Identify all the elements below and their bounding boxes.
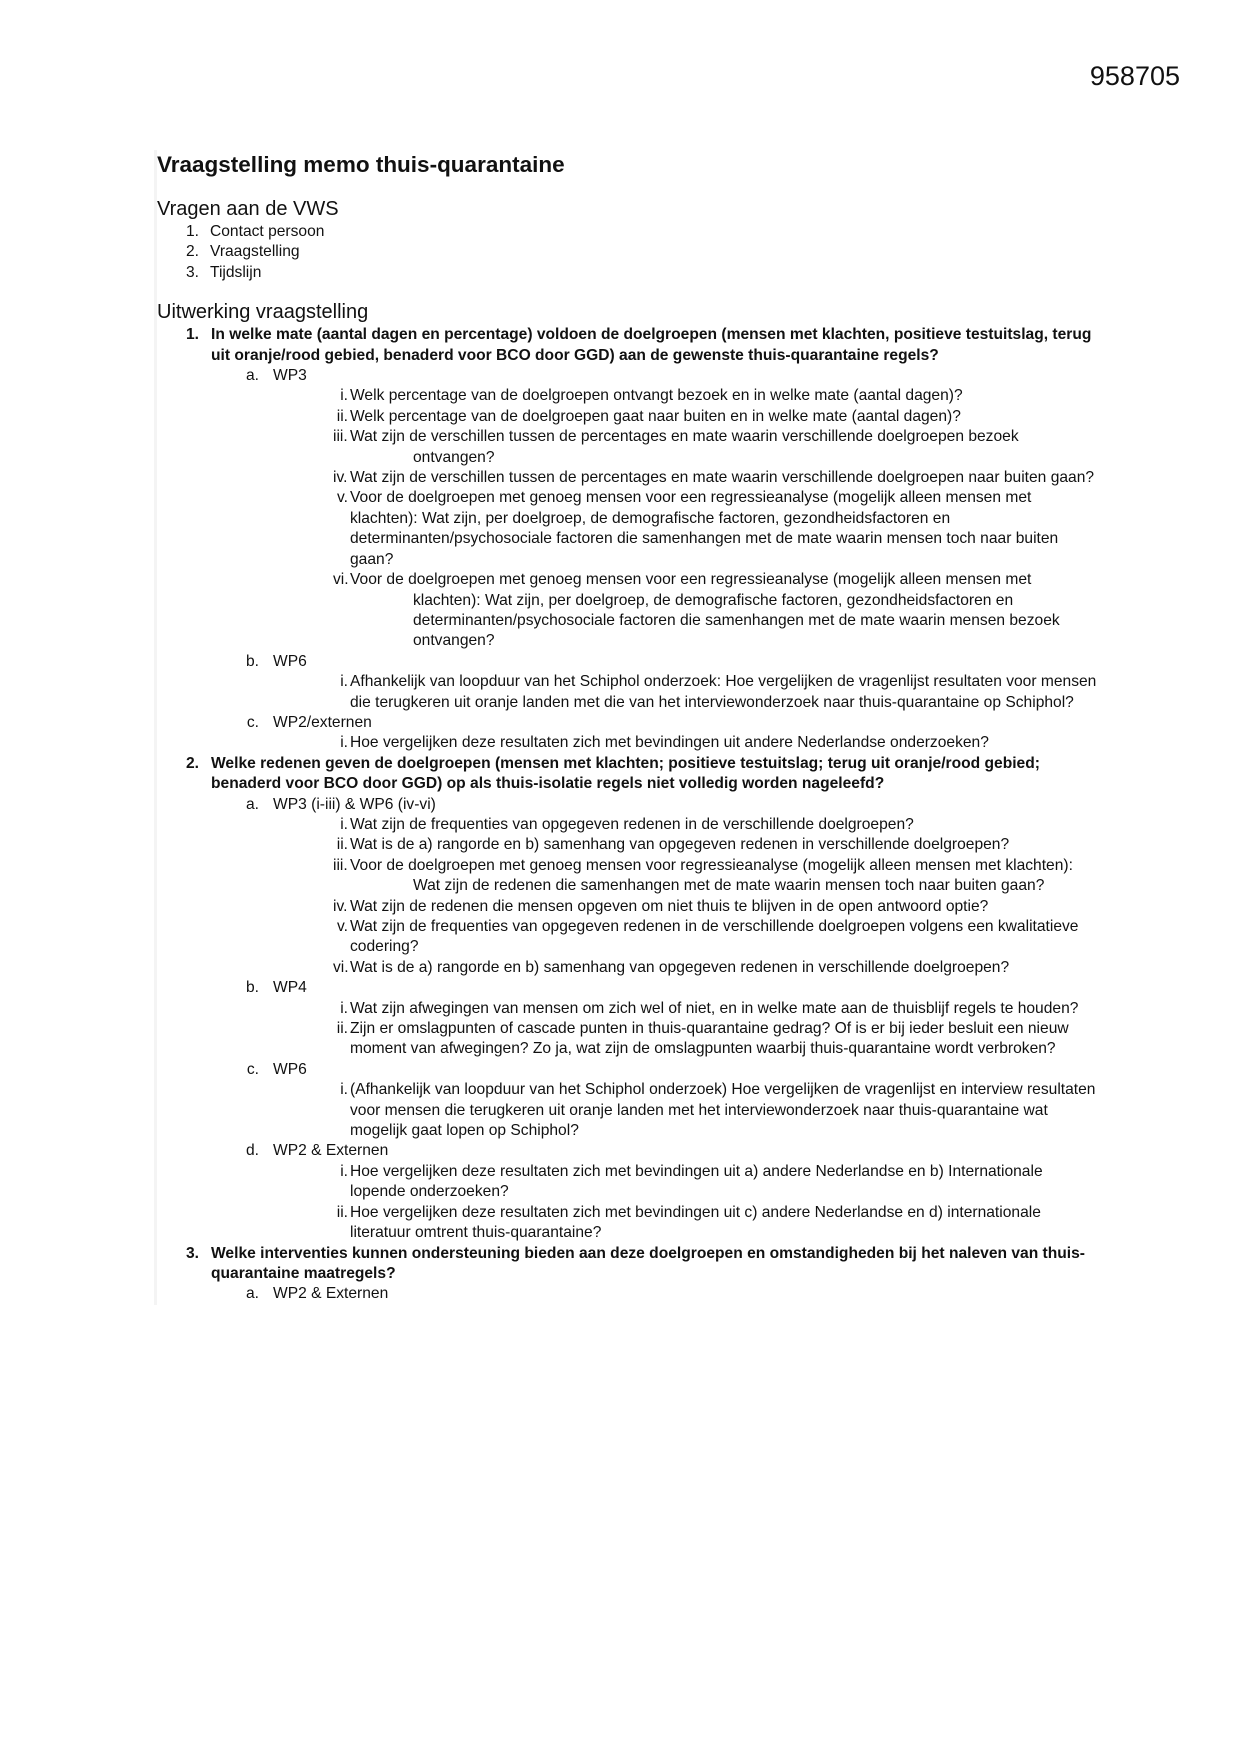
item-text: Zijn er omslagpunten of cascade punten in thuis-quarantaine gedrag? Of is er bij ieder besluit een nieuw moment van afwegingen? Zo ja, wat zijn de omslagpunten waarbij thuis-quarantaine wordt verbroken? bbox=[350, 1020, 1069, 1058]
list-item bbox=[157, 897, 1097, 917]
sub-item-letter: c. bbox=[246, 1060, 259, 1078]
item-number: i. bbox=[340, 673, 348, 691]
item-number: iii. bbox=[333, 428, 348, 446]
sub-item-label: WP2 & Externen bbox=[273, 1285, 389, 1303]
vws-question-list bbox=[157, 222, 1097, 283]
sub-item-wp3 bbox=[157, 366, 1097, 386]
list-item bbox=[157, 856, 1097, 897]
item-number: ii. bbox=[336, 1020, 348, 1038]
item-text: Voor de doelgroepen met genoeg mensen voor regressieanalyse (mogelijk alleen mensen met klachten): Wat zijn de redenen die samenhangen met de mate waarin mensen toch naar buiten gaan? bbox=[350, 856, 1073, 895]
list-item bbox=[157, 488, 1097, 570]
item-number: v. bbox=[337, 489, 348, 507]
item-number: vi. bbox=[333, 958, 349, 976]
item-number: i. bbox=[340, 734, 348, 752]
list-item bbox=[157, 958, 1097, 978]
question-number: 2. bbox=[185, 754, 199, 772]
question-text: Welke interventies kunnen ondersteuning bieden aan deze doelgroepen en omstandigheden bij het naleven van thuis-quarantaine maatregels? bbox=[211, 1244, 1085, 1282]
sub-item-label: WP2/externen bbox=[273, 713, 372, 731]
document-number: 958705 bbox=[1089, 61, 1180, 91]
item-number: i. bbox=[340, 999, 348, 1017]
list-item bbox=[157, 672, 1097, 713]
list-item bbox=[157, 407, 1097, 427]
item-text: Welk percentage van de doelgroepen ontvangt bezoek en in welke mate (aantal dagen)? bbox=[350, 387, 963, 405]
memo-title: Vraagstelling memo thuis-quarantaine bbox=[157, 152, 565, 177]
item-text: Wat zijn de redenen die mensen opgeven om niet thuis te blijven in de open antwoord optie? bbox=[350, 897, 989, 915]
item-number: 2. bbox=[185, 243, 199, 261]
item-number: i. bbox=[340, 1081, 348, 1099]
sub-item-wp3-wp6 bbox=[157, 795, 1097, 815]
list-item bbox=[157, 263, 1097, 283]
list-item bbox=[157, 1203, 1097, 1244]
item-text: Voor de doelgroepen met genoeg mensen voor een regressieanalyse (mogelijk alleen mensen met klachten): Wat zijn, per doelgroep, de demografische factoren, gezondheidsfactoren en determinanten/psychosociale factoren die samenhangen met de mate waarin mensen bezoek ontvangen? bbox=[350, 571, 1060, 650]
item-text: Hoe vergelijken deze resultaten zich met bevindingen uit c) andere Nederlandse en d) internationale literatuur omtrent thuis-quarantaine? bbox=[350, 1203, 1041, 1242]
item-text: (Afhankelijk van loopduur van het Schiphol onderzoek) Hoe vergelijken de vragenlijst en interview resultaten voor mensen die terugkeren uit oranje landen met het interviewonderzoek naar thuis-quarantaine wat mogelijk gaat lopen op Schiphol? bbox=[350, 1081, 1096, 1140]
item-number: iv. bbox=[333, 897, 348, 915]
memo-content bbox=[154, 150, 1097, 1305]
question-number: 3. bbox=[185, 1244, 199, 1262]
item-text: Contact persoon bbox=[210, 223, 325, 240]
sub-item-label: WP3 bbox=[273, 367, 307, 385]
sub-item-letter: c. bbox=[246, 713, 259, 731]
list-item bbox=[157, 386, 1097, 406]
sub-item-label: WP6 bbox=[273, 652, 307, 670]
item-text: Hoe vergelijken deze resultaten zich met bevindingen uit andere Nederlandse onderzoeken? bbox=[350, 734, 989, 752]
main-question-3 bbox=[157, 1244, 1097, 1285]
sub-item-wp4 bbox=[157, 978, 1097, 998]
item-text: Welk percentage van de doelgroepen gaat naar buiten en in welke mate (aantal dagen)? bbox=[350, 407, 961, 425]
sub-item-label: WP6 bbox=[273, 1060, 307, 1078]
sub-item-wp6 bbox=[157, 652, 1097, 672]
sub-item-wp2-externen bbox=[157, 713, 1097, 733]
item-number: i. bbox=[340, 815, 348, 833]
sub-item-letter: a. bbox=[245, 795, 259, 813]
list-item bbox=[157, 999, 1097, 1019]
item-text: Wat zijn afwegingen van mensen om zich wel of niet, en in welke mate aan de thuisblijf regels te houden? bbox=[350, 999, 1079, 1017]
item-number: vi. bbox=[333, 571, 349, 589]
section-heading-vragen: Vragen aan de VWS bbox=[157, 198, 339, 220]
sub-item-label: WP2 & Externen bbox=[273, 1142, 389, 1160]
item-number: v. bbox=[337, 918, 348, 935]
list-item bbox=[157, 733, 1097, 753]
item-text: Vraagstelling bbox=[210, 243, 300, 261]
sub-item-letter: a. bbox=[245, 1285, 259, 1303]
item-number: i. bbox=[340, 387, 348, 405]
list-item bbox=[157, 222, 1097, 242]
list-item bbox=[157, 242, 1097, 262]
item-text: Voor de doelgroepen met genoeg mensen voor een regressieanalyse (mogelijk alleen mensen met klachten): Wat zijn, per doelgroep, de demografische factoren, gezondheidsfactoren en determinanten/psychosociale factoren die samenhangen met de mate waarin mensen toch naar buiten gaan? bbox=[350, 489, 1059, 568]
list-item bbox=[157, 1019, 1097, 1060]
item-text: Wat zijn de frequenties van opgegeven redenen in de verschillende doelgroepen? bbox=[350, 815, 914, 833]
item-number: ii. bbox=[336, 407, 348, 425]
sub-item-letter: b. bbox=[245, 652, 259, 670]
question-number: 1. bbox=[185, 326, 199, 344]
section-heading-uitwerking: Uitwerking vraagstelling bbox=[157, 301, 369, 324]
item-text: Wat zijn de verschillen tussen de percentages en mate waarin verschillende doelgroepen bezoek ontvangen? bbox=[350, 428, 1019, 466]
sub-item-wp2-externen bbox=[157, 1141, 1097, 1161]
sub-item-wp6 bbox=[157, 1060, 1097, 1080]
question-text: In welke mate (aantal dagen en percentage) voldoen de doelgroepen (mensen met klachten, positieve testuitslag, terug uit oranje/rood gebied, benaderd voor BCO door GGD) aan de gewenste thuis-quarantaine regels? bbox=[211, 326, 1092, 364]
item-number: iii. bbox=[333, 856, 348, 874]
sub-item-wp2-externen bbox=[157, 1284, 1097, 1304]
sub-item-letter: d. bbox=[245, 1142, 259, 1160]
item-text: Tijdslijn bbox=[210, 263, 262, 281]
sub-item-label: WP3 (i-iii) & WP6 (iv-vi) bbox=[273, 795, 436, 813]
main-question-2 bbox=[157, 754, 1097, 795]
list-item bbox=[157, 570, 1097, 652]
list-item bbox=[157, 1162, 1097, 1203]
item-text: Wat zijn de verschillen tussen de percentages en mate waarin verschillende doelgroepen naar buiten gaan? bbox=[350, 469, 1095, 487]
item-text: Hoe vergelijken deze resultaten zich met bevindingen uit a) andere Nederlandse en b) Internationale lopende onderzoeken? bbox=[350, 1162, 1043, 1201]
sub-item-letter: a. bbox=[245, 367, 259, 385]
item-number: 1. bbox=[185, 223, 199, 240]
item-number: ii. bbox=[336, 836, 348, 854]
list-item bbox=[157, 835, 1097, 855]
main-question-1 bbox=[157, 325, 1097, 366]
item-number: i. bbox=[340, 1162, 348, 1180]
sub-item-label: WP4 bbox=[273, 979, 307, 997]
list-item bbox=[157, 468, 1097, 488]
list-item bbox=[157, 917, 1097, 958]
item-number: 3. bbox=[185, 263, 199, 281]
list-item bbox=[157, 427, 1097, 468]
item-text: Wat is de a) rangorde en b) samenhang van opgegeven redenen in verschillende doelgroepen? bbox=[350, 836, 1010, 854]
item-number: ii. bbox=[336, 1203, 348, 1221]
question-text: Welke redenen geven de doelgroepen (mensen met klachten; positieve testuitslag; terug uit oranje/rood gebied; benaderd voor BCO door GGD) op als thuis-isolatie regels niet volledig worden nageleefd? bbox=[211, 754, 1040, 793]
item-text: Afhankelijk van loopduur van het Schiphol onderzoek: Hoe vergelijken de vragenlijst resultaten voor mensen die terugkeren uit oranje landen met die van het interviewonderzoek naar thuis-quarantaine op Schiphol? bbox=[350, 673, 1097, 711]
item-text: Wat zijn de frequenties van opgegeven redenen in de verschillende doelgroepen volgens een kwalitatieve codering? bbox=[350, 918, 1079, 956]
list-item bbox=[157, 815, 1097, 835]
list-item bbox=[157, 1080, 1097, 1141]
item-text: Wat is de a) rangorde en b) samenhang van opgegeven redenen in verschillende doelgroepen? bbox=[350, 958, 1010, 976]
item-number: iv. bbox=[333, 469, 348, 487]
sub-item-letter: b. bbox=[245, 979, 259, 997]
